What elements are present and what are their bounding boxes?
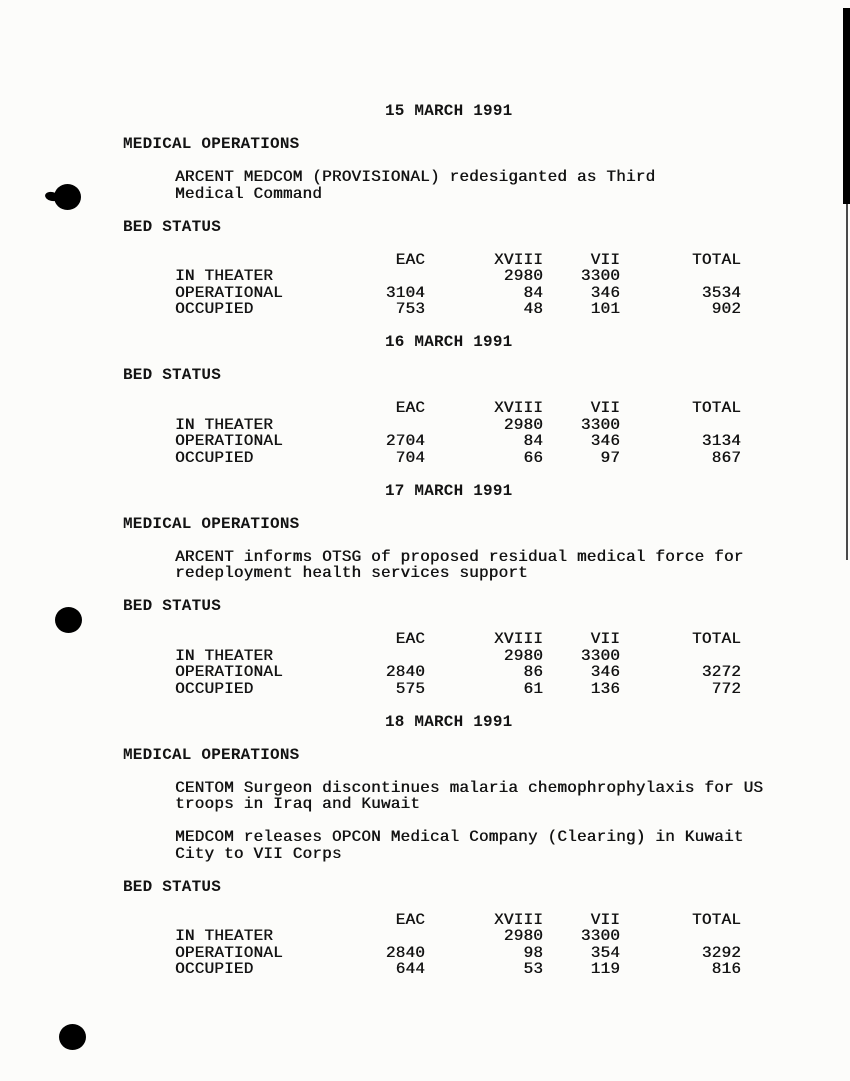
table-cell: 3104 <box>385 283 425 302</box>
row-label: OPERATIONAL <box>175 663 283 681</box>
row-label: OCCUPIED <box>175 300 254 318</box>
scan-edge-artifact <box>843 8 850 204</box>
table-cell: 53 <box>523 960 543 978</box>
table-cell: 101 <box>590 300 620 318</box>
document-section <box>123 483 803 698</box>
date-heading: 18 MARCH 1991 <box>385 712 513 731</box>
date-heading: 15 MARCH 1991 <box>385 102 513 120</box>
table-cell: 816 <box>711 960 741 978</box>
paragraph-line: ARCENT informs OTSG of proposed residual medical force for <box>175 547 744 566</box>
paragraph <box>175 829 803 862</box>
paragraph-line: redeployment health services support <box>175 564 528 582</box>
hole-punch-mark <box>59 1024 86 1050</box>
paragraph-line: ARCENT MEDCOM (PROVISIONAL) redesiganted as Third <box>175 168 656 186</box>
column-header: VII <box>590 630 620 648</box>
table-cell: 3300 <box>580 267 620 285</box>
table-cell: 2980 <box>503 927 543 945</box>
hole-punch-mark <box>55 607 82 633</box>
table-row <box>123 648 741 665</box>
date-heading: 17 MARCH 1991 <box>385 481 513 500</box>
table-cell: 66 <box>523 448 543 467</box>
table-row <box>123 961 741 978</box>
row-label: OPERATIONAL <box>175 943 283 962</box>
column-header: VII <box>590 910 620 929</box>
document-section <box>123 714 803 978</box>
table-cell <box>620 928 741 945</box>
table-row <box>123 285 741 302</box>
table-cell: 3272 <box>701 663 741 681</box>
paragraph-line: Medical Command <box>175 184 323 203</box>
section-heading: MEDICAL OPERATIONS <box>123 745 300 764</box>
table-cell <box>620 417 741 434</box>
row-label: OPERATIONAL <box>175 283 283 302</box>
table-cell <box>620 268 741 285</box>
row-label: OPERATIONAL <box>175 432 283 450</box>
table-row <box>123 301 741 318</box>
table-cell: 346 <box>590 283 620 302</box>
table-cell: 3534 <box>701 283 741 302</box>
hole-punch-mark <box>54 184 81 210</box>
table-cell: 2980 <box>503 267 543 285</box>
date-heading: 16 MARCH 1991 <box>385 333 513 351</box>
table-row <box>123 664 741 681</box>
document-section <box>123 103 803 318</box>
table-cell: 2840 <box>385 943 425 962</box>
row-label: IN THEATER <box>175 415 274 434</box>
table-cell: 346 <box>590 663 620 681</box>
bed-status-table <box>123 631 741 697</box>
table-cell <box>355 268 425 285</box>
table-cell: 86 <box>523 663 543 681</box>
row-label: IN THEATER <box>175 267 274 285</box>
table-cell: 97 <box>600 448 620 467</box>
paragraph-line: City to VII Corps <box>175 844 342 863</box>
column-header: XVIII <box>493 250 543 269</box>
table-row <box>123 450 741 467</box>
table-row <box>123 268 741 285</box>
column-header: EAC <box>395 399 425 417</box>
table-cell: 84 <box>523 283 543 302</box>
table-cell <box>355 648 425 665</box>
table-cell: 575 <box>395 679 425 698</box>
table-cell: 3300 <box>580 415 620 434</box>
table-cell: 48 <box>523 300 543 318</box>
row-label: OCCUPIED <box>175 960 254 978</box>
row-label: IN THEATER <box>175 646 274 665</box>
document-section <box>123 334 803 466</box>
bed-status-table <box>123 252 741 318</box>
table-row <box>123 945 741 962</box>
column-header: EAC <box>395 910 425 929</box>
row-label: IN THEATER <box>175 927 274 945</box>
column-header-spacer <box>123 400 355 417</box>
table-cell: 98 <box>523 943 543 962</box>
table-cell: 902 <box>711 300 741 318</box>
row-label: OCCUPIED <box>175 679 254 698</box>
table-cell <box>355 417 425 434</box>
table-cell: 84 <box>523 432 543 450</box>
table-cell: 644 <box>395 960 425 978</box>
column-header: XVIII <box>493 910 543 929</box>
table-row <box>123 681 741 698</box>
paragraph <box>175 549 803 582</box>
table-cell: 704 <box>395 448 425 467</box>
paragraph-line: troops in Iraq and Kuwait <box>175 795 421 813</box>
column-header: EAC <box>395 630 425 648</box>
document-body <box>123 103 803 994</box>
column-header: TOTAL <box>691 250 741 269</box>
section-heading: MEDICAL OPERATIONS <box>123 514 300 533</box>
column-header: TOTAL <box>691 910 741 929</box>
paragraph <box>175 780 803 813</box>
table-cell: 136 <box>590 679 620 698</box>
table-header-row <box>123 912 741 929</box>
paragraph-line: CENTOM Surgeon discontinues malaria chemophrophylaxis for US <box>175 778 764 797</box>
table-cell: 772 <box>711 679 741 698</box>
column-header-spacer <box>123 912 355 929</box>
column-header: XVIII <box>493 630 543 648</box>
bed-status-table <box>123 400 741 466</box>
table-cell <box>620 648 741 665</box>
table-header-row <box>123 631 741 648</box>
table-cell: 2980 <box>503 415 543 434</box>
table-cell: 61 <box>523 679 543 698</box>
column-header: VII <box>590 399 620 417</box>
paragraph-line: MEDCOM releases OPCON Medical Company (Clearing) in Kuwait <box>175 828 744 846</box>
table-cell <box>355 928 425 945</box>
column-header: XVIII <box>493 399 543 417</box>
table-row <box>123 928 741 945</box>
table-cell: 3292 <box>701 943 741 962</box>
table-row <box>123 417 741 434</box>
bed-status-table <box>123 912 741 978</box>
section-heading: BED STATUS <box>123 217 222 236</box>
table-cell: 119 <box>590 960 620 978</box>
table-cell: 2980 <box>503 646 543 665</box>
paragraph <box>175 169 803 202</box>
section-heading: MEDICAL OPERATIONS <box>123 135 300 153</box>
section-heading: BED STATUS <box>123 597 222 615</box>
column-header: EAC <box>395 250 425 269</box>
column-header-spacer <box>123 252 355 269</box>
column-header-spacer <box>123 631 355 648</box>
table-cell: 3300 <box>580 927 620 945</box>
table-cell: 346 <box>590 432 620 450</box>
column-header: VII <box>590 250 620 269</box>
table-cell: 3134 <box>701 432 741 450</box>
table-cell: 753 <box>395 300 425 318</box>
column-header: TOTAL <box>691 399 741 417</box>
table-cell: 354 <box>590 943 620 962</box>
row-label: OCCUPIED <box>175 448 254 467</box>
table-cell: 2840 <box>385 663 425 681</box>
table-row <box>123 433 741 450</box>
section-heading: BED STATUS <box>123 366 222 384</box>
column-header: TOTAL <box>691 630 741 648</box>
table-cell: 2704 <box>385 432 425 450</box>
table-cell: 867 <box>711 448 741 467</box>
table-header-row <box>123 252 741 269</box>
scan-edge-artifact-thin <box>846 204 848 560</box>
table-cell: 3300 <box>580 646 620 665</box>
table-header-row <box>123 400 741 417</box>
section-heading: BED STATUS <box>123 877 222 896</box>
